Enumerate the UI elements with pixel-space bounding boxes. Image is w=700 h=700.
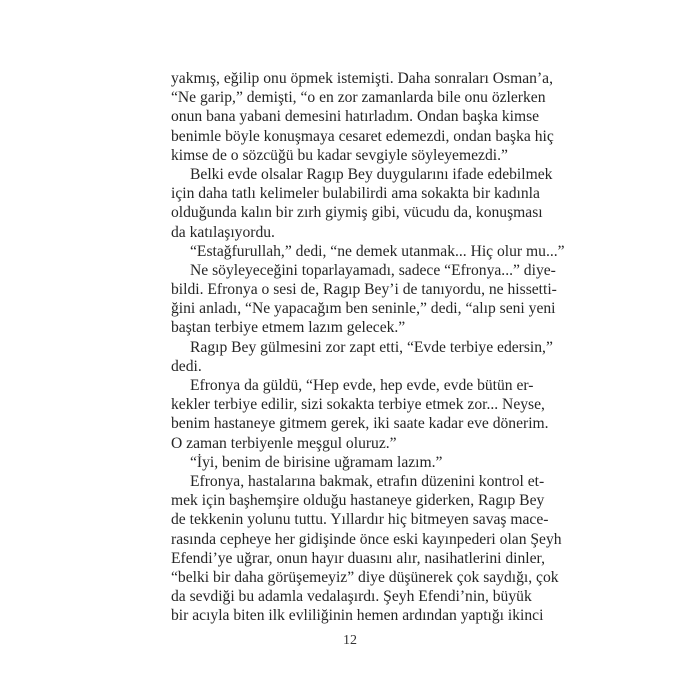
text-line: için daha tatlı kelimeler bulabilirdi ama sokakta bir kadınla [171, 185, 540, 203]
text-line: “Ne garip,” demişti, “o en zor zamanlarda bile onu özlerken [171, 89, 546, 107]
body-text [171, 69, 565, 625]
text-line: da katılaşıyordu. [171, 223, 275, 241]
text-line: Ragıp Bey gülmesini zor zapt etti, “Evde terbiye edersin,” [190, 338, 553, 356]
text-line: onun bana yabani demesini hatırladım. Ondan başka kimse [171, 108, 540, 126]
text-line: da sevdiği bu adamla vedalaşırdı. Şeyh Efendi’nin, büyük [171, 588, 532, 606]
text-line: Efendi’ye uğrar, onun hayır duasını alır, nasihatlerini dinler, [171, 549, 545, 567]
text-line: kekler terbiye edilir, sizi sokakta terbiye etmek zor... Neyse, [171, 396, 545, 414]
text-line: Efronya da güldü, “Hep evde, hep evde, evde bütün er- [190, 377, 534, 394]
text-line: yakmış, eğilip onu öpmek istemişti. Daha sonraları Osman’a, [171, 70, 553, 87]
text-line: Efronya, hastalarına bakmak, etrafın düzenini kontrol et- [190, 472, 545, 490]
text-line: kimse de o sözcüğü bu kadar sevgiyle söyleyemezdi.” [171, 146, 508, 164]
text-line: mek için başhemşire olduğu hastaneye giderken, Ragıp Bey [171, 492, 545, 510]
text-line: dedi. [171, 357, 202, 375]
text-line: olduğunda kalın bir zırh giymiş gibi, vücudu da, konuşması [171, 204, 543, 222]
text-line: baştan terbiye etmem lazım gelecek.” [171, 319, 406, 337]
text-line: “İyi, benim de birisine uğramam lazım.” [190, 453, 443, 471]
text-line: de tekkenin yolunu tuttu. Yıllardır hiç bitmeyen savaş mace- [171, 511, 549, 529]
text-line: Belki evde olsalar Ragıp Bey duygularını ifade edebilmek [190, 165, 553, 183]
text-line: benimle böyle konuşmaya cesaret edemezdi, ondan başka hiç [171, 127, 554, 145]
text-line: Ne söyleyeceğini toparlayamadı, sadece “Efronya...” diye- [190, 261, 556, 279]
page-number: 12 [343, 633, 357, 648]
text-line: rasında cepheye her gidişinde önce eski kayınpederi olan Şeyh [171, 530, 562, 548]
text-line: bildi. Efronya o sesi de, Ragıp Bey’i de tanıyordu, ne hissetti- [171, 281, 557, 299]
text-line: “belki bir daha görüşemeyiz” diye düşünerek çok saydığı, çok [171, 568, 559, 586]
text-line: “Estağfurullah,” dedi, “ne demek utanmak... Hiç olur mu...” [190, 242, 565, 260]
text-line: benim hastaneye gitmem gerek, iki saate kadar eve dönerim. [171, 415, 549, 433]
text-line: bir acıyla biten ilk evliliğinin hemen ardından yaptığı ikinci [171, 607, 544, 625]
text-line: ğini anladı, “Ne yapacağım ben seninle,” dedi, “alıp seni yeni [171, 300, 556, 318]
text-line: O zaman terbiyenle meşgul oluruz.” [171, 434, 397, 452]
